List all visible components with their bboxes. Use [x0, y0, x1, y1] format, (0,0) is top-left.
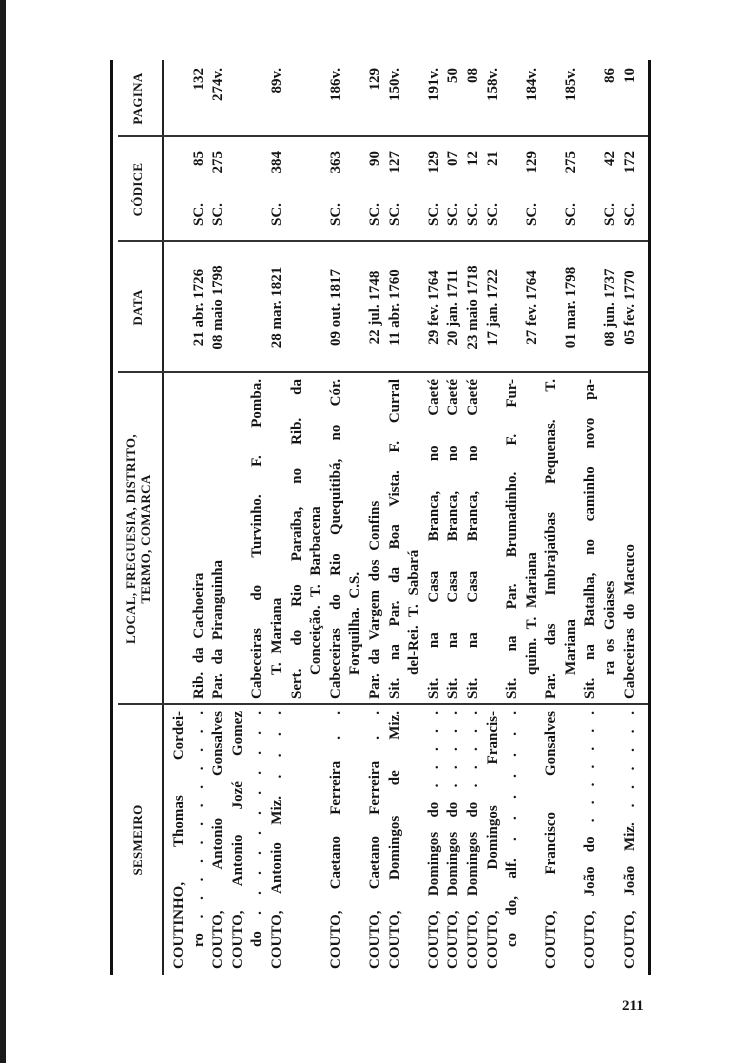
sesmeiro-cell: [562, 705, 582, 975]
pagina-cell: [542, 60, 562, 137]
data-cell: [581, 242, 601, 373]
sesmeiro-cell: COUTO, João do . . . . . . .: [582, 711, 599, 969]
table-line: [405, 60, 425, 975]
codice-number: 129: [425, 151, 442, 174]
codice-cell: [327, 137, 347, 242]
sesmeiro-cell: COUTO, Domingos do . . . . .: [464, 711, 481, 969]
local-cell: T. Mariana: [268, 597, 285, 675]
data-cell: [248, 242, 268, 373]
local-cell: Sert. do Rio Paraíba, no Rib. da: [288, 379, 305, 699]
codice-number: 129: [523, 151, 540, 174]
pagina-cell: [307, 60, 327, 137]
codice-text: SC.: [445, 203, 462, 226]
pagina-cell: 150v.: [386, 68, 403, 101]
codice-cell: [464, 137, 484, 242]
codice-number: 363: [327, 151, 344, 174]
codice-number: 42: [602, 151, 619, 166]
local-cell: Sit. na Casa Branca, no Caeté: [464, 379, 481, 699]
codice-text: SC.: [523, 203, 540, 226]
table-line: [268, 60, 288, 975]
sesmeiro-cell: do . . . . . . . . . . .: [249, 711, 266, 947]
data-cell: [503, 242, 523, 373]
header-data-label: DATA: [130, 289, 145, 326]
codice-number: 07: [445, 151, 462, 166]
pagina-cell: [581, 60, 601, 137]
table-line: [621, 60, 641, 975]
table-line: [601, 60, 621, 975]
header-pagina: [113, 60, 162, 137]
codice-text: SC.: [268, 203, 285, 226]
codice-number: 85: [190, 151, 207, 166]
header-sesmeiro-label: SESMEIRO: [130, 804, 145, 876]
table-line: [288, 60, 308, 975]
table-line: [248, 60, 268, 975]
codice-cell: [503, 137, 523, 242]
sesmeiro-cell: [523, 705, 543, 975]
local-cell: Sit. na Par. Brumadinho. F. Fur-: [504, 379, 521, 699]
data-cell: 08 jun. 1737: [602, 268, 619, 347]
local-cell: Mariana: [562, 619, 579, 675]
scan-edge: [0, 0, 6, 1063]
pagina-cell: [346, 60, 366, 137]
local-cell: [170, 373, 190, 705]
table-line: [307, 60, 327, 975]
sesmeiro-cell: COUTO, Domingos do . . . . .: [445, 711, 462, 969]
codice-text: SC.: [386, 203, 403, 226]
sesmeiro-cell: COUTO, Domingos do . . . . .: [425, 711, 442, 969]
codice-cell: [444, 137, 464, 242]
codice-number: 275: [210, 151, 227, 174]
pagina-cell: [170, 60, 190, 137]
codice-cell: [229, 137, 249, 242]
pagina-cell: [288, 60, 308, 137]
codice-number: 172: [621, 151, 638, 174]
data-cell: 29 fev. 1764: [425, 270, 442, 345]
data-cell: 09 out. 1817: [327, 268, 344, 347]
local-cell: Cabeceiras do Rio Quequitibá, no Cór.: [327, 379, 344, 699]
sesmeiro-cell: COUTO, Antonio Gonsalves: [210, 711, 227, 969]
local-cell: Forquilha. C.S.: [347, 571, 364, 675]
codice-text: SC.: [464, 203, 481, 226]
codice-cell: [346, 137, 366, 242]
table-line: [366, 60, 386, 975]
data-cell: [170, 242, 190, 373]
pagina-cell: 184v.: [523, 68, 540, 101]
header-sesmeiro: [113, 705, 162, 975]
sesmeiro-cell: [307, 705, 327, 975]
header-rule: [162, 60, 164, 975]
pagina-cell: [503, 60, 523, 137]
sesmeiro-cell: COUTO, Domingos Francis-: [484, 711, 501, 969]
local-cell: Par. da Piranguinha: [210, 559, 227, 699]
sesmeiro-cell: ro . . . . . . . . . . . .: [190, 711, 207, 947]
pagina-cell: 10: [621, 68, 638, 83]
sesmeiro-cell: COUTO, Francisco Gonsalves: [543, 711, 560, 969]
pagina-cell: 50: [445, 68, 462, 83]
codice-text: SC.: [366, 203, 383, 226]
codice-cell: [621, 137, 641, 242]
pagina-cell: 129: [366, 68, 383, 91]
codice-number: 275: [562, 151, 579, 174]
local-cell: Par. da Vargem dos Confins: [366, 500, 383, 699]
pagina-cell: 186v.: [327, 68, 344, 101]
local-cell: del-Rei. T. Sabará: [406, 549, 423, 675]
pagina-cell: [248, 60, 268, 137]
rotated-table: [110, 60, 655, 975]
header-data: [113, 242, 162, 373]
codice-cell: [190, 137, 210, 242]
header-local-line2: TERMO, COMARCA: [137, 474, 153, 604]
data-cell: [346, 242, 366, 373]
header-codice-label: CÓDICE: [130, 162, 145, 217]
pagina-cell: [405, 60, 425, 137]
codice-text: SC.: [210, 203, 227, 226]
table-line: [562, 60, 582, 975]
codice-cell: [562, 137, 582, 242]
table-line: [503, 60, 523, 975]
sesmeiro-cell: [288, 705, 308, 975]
local-cell: Cabeceiras do Macuco: [621, 544, 638, 699]
header-codice: [113, 137, 162, 242]
data-cell: 05 fev. 1770: [621, 270, 638, 345]
codice-text: SC.: [425, 203, 442, 226]
codice-cell: [484, 137, 504, 242]
table-line: [170, 60, 190, 975]
data-cell: 08 maio 1798: [210, 265, 227, 350]
table-line: [464, 60, 484, 975]
pagina-cell: [229, 60, 249, 137]
codice-text: SC.: [190, 203, 207, 226]
table-bottom-rule: [648, 60, 651, 975]
data-cell: [405, 242, 425, 373]
header-local-line1: LOCAL, FREGUESIA, DISTRITO,: [122, 434, 138, 644]
codice-cell: [425, 137, 445, 242]
data-cell: 23 maio 1718: [464, 265, 481, 350]
codice-cell: [405, 137, 425, 242]
local-cell: quim. T. Mariana: [523, 552, 540, 675]
sesmeiro-cell: COUTO, João Miz. . . . . . .: [621, 711, 638, 969]
sesmeiro-cell: COUTO, Caetano Ferreira . .: [366, 711, 383, 969]
table-line: [346, 60, 366, 975]
codice-cell: [523, 137, 543, 242]
data-cell: 11 abr. 1760: [386, 269, 403, 346]
data-cell: 17 jan. 1722: [484, 268, 501, 347]
sesmeiro-cell: COUTINHO, Thomas Cordei-: [171, 711, 187, 969]
table-line: [327, 60, 347, 975]
table-body: [170, 60, 640, 975]
local-cell: ra os Goiases: [602, 580, 619, 675]
table-line: [542, 60, 562, 975]
page-number: 211: [622, 998, 644, 1014]
codice-text: SC.: [621, 203, 638, 226]
table-line: [209, 60, 229, 975]
table-line: [581, 60, 601, 975]
local-cell: Sit. na Casa Branca, no Caeté: [425, 379, 442, 699]
sesmeiro-cell: COUTO, Antonio Jozé Gomez: [229, 711, 246, 969]
table-line: [523, 60, 543, 975]
codice-number: 12: [464, 151, 481, 166]
local-cell: Conceição. T. Barbacena: [308, 506, 325, 675]
codice-cell: [581, 137, 601, 242]
pagina-cell: 132: [190, 68, 207, 91]
sesmeiro-cell: [346, 705, 366, 975]
header-local: [113, 373, 162, 705]
table-line: [386, 60, 406, 975]
pagina-cell: 89v.: [268, 68, 285, 94]
codice-cell: [307, 137, 327, 242]
pagina-cell: 08: [464, 68, 481, 83]
data-cell: 27 fev. 1764: [523, 270, 540, 345]
pagina-cell: 274v.: [210, 68, 227, 101]
codice-number: 384: [268, 151, 285, 174]
codice-cell: [268, 137, 288, 242]
pagina-cell: 185v.: [562, 68, 579, 101]
local-cell: Rib. da Cachoeira: [190, 572, 207, 699]
data-cell: 28 mar. 1821: [268, 266, 285, 349]
codice-text: SC.: [602, 203, 619, 226]
pagina-cell: 158v.: [484, 68, 501, 101]
table-line: [484, 60, 504, 975]
local-cell: Cabeceiras do Turvinho. F. Pomba.: [249, 379, 266, 699]
codice-cell: [601, 137, 621, 242]
table-line: [425, 60, 445, 975]
header-pagina-label: PAGINA: [130, 72, 145, 125]
codice-text: SC.: [327, 203, 344, 226]
pagina-cell: 191v.: [425, 68, 442, 101]
codice-text: SC.: [562, 203, 579, 226]
codice-cell: [386, 137, 406, 242]
codice-number: 127: [386, 151, 403, 174]
sesmeiro-cell: co do, alf. . . . . . . .: [504, 711, 521, 947]
data-cell: 20 jan. 1711: [445, 269, 462, 346]
codice-cell: [288, 137, 308, 242]
data-cell: 01 mar. 1798: [562, 266, 579, 349]
sesmeiro-cell: COUTO, Caetano Ferreira . .: [327, 711, 344, 969]
pagina-cell: 86: [602, 68, 619, 83]
data-cell: [288, 242, 308, 373]
data-cell: 22 jul. 1748: [366, 270, 383, 345]
codice-text: SC.: [484, 203, 501, 226]
data-cell: [307, 242, 327, 373]
codice-number: 90: [366, 151, 383, 166]
local-cell: Sit. na Casa Branca, no Caeté: [445, 379, 462, 699]
sesmeiro-cell: COUTO, Antonio Miz. . . . .: [268, 711, 285, 969]
codice-cell: [248, 137, 268, 242]
codice-cell: [209, 137, 229, 242]
table-line: [229, 60, 249, 975]
table-line: [190, 60, 210, 975]
sesmeiro-cell: [405, 705, 425, 975]
codice-number: 21: [484, 151, 501, 166]
local-cell: [484, 373, 504, 705]
data-cell: [229, 242, 249, 373]
data-cell: [542, 242, 562, 373]
table-line: [444, 60, 464, 975]
sesmeiro-cell: COUTO, Domingos de Miz.: [386, 711, 403, 969]
codice-cell: [542, 137, 562, 242]
local-cell: [229, 373, 249, 705]
codice-cell: [366, 137, 386, 242]
local-cell: Sit. na Par. da Boa Vista. F. Curral: [386, 379, 403, 699]
local-cell: Par. das Imbrajaúbas Pequenas. T.: [543, 379, 560, 699]
sesmeiro-cell: [601, 705, 621, 975]
local-cell: Sit. na Batalha, no caminho novo pa-: [582, 379, 599, 699]
data-cell: 21 abr. 1726: [190, 268, 207, 347]
codice-cell: [170, 137, 190, 242]
